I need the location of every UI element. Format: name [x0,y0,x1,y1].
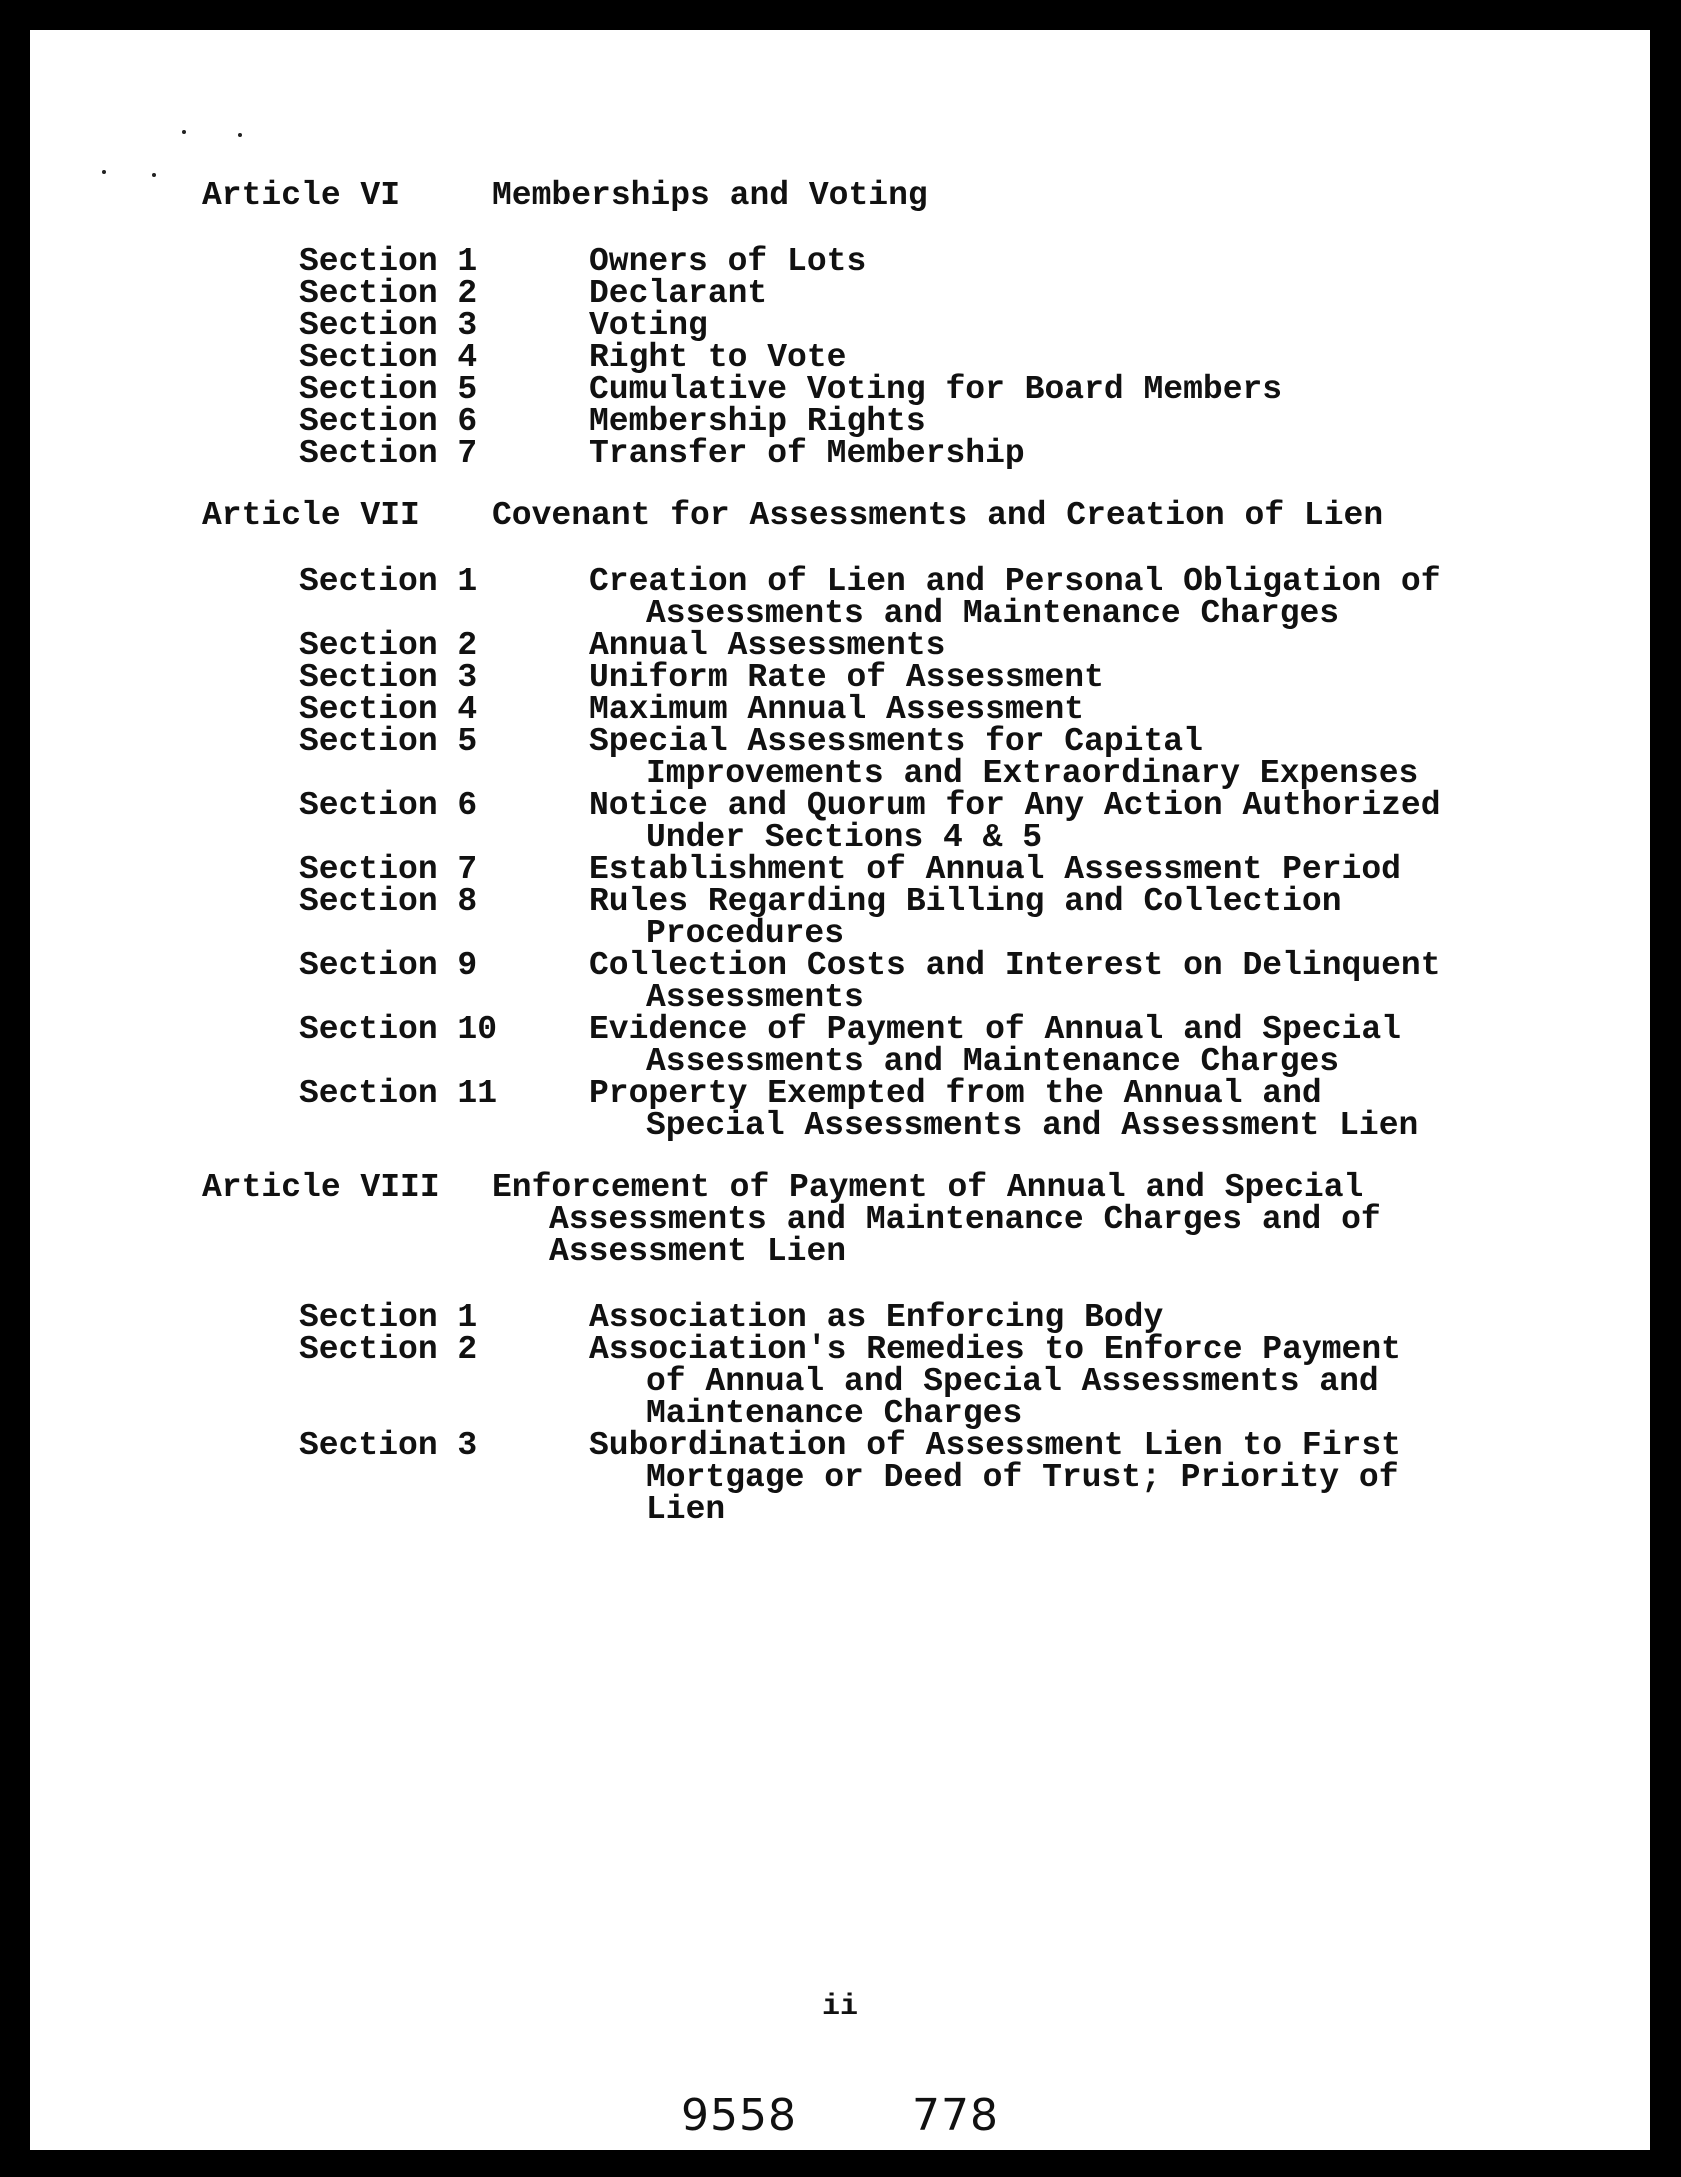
list-item [299,851,1452,888]
section-title: Association as Enforcing Body [589,1299,1164,1336]
section-label: Section 7 [299,435,478,472]
section-title: Annual Assessments [589,627,946,664]
list-item [299,275,1452,312]
article-heading [202,497,1452,534]
article-title: Memberships and Voting [492,177,928,214]
section-title: Special Assessments for Capital Improvements and Extraordinary Expenses [589,723,1419,792]
list-item [299,1427,1452,1528]
list-item [299,403,1452,440]
article-label: Article VI [202,177,401,214]
section-title: Creation of Lien and Personal Obligation of Assessments and Maintenance Charges [589,563,1441,632]
section-label: Section 9 [299,947,478,984]
section-label: Section 3 [299,659,478,696]
list-item [299,947,1452,1016]
list-item [299,435,1452,472]
section-list [299,563,1452,1144]
section-title: Evidence of Payment of Annual and Special Assessments and Maintenance Charges [589,1011,1401,1080]
section-label: Section 2 [299,627,478,664]
section-list [299,1299,1452,1528]
list-item [299,659,1452,696]
section-title: Property Exempted from the Annual and Special Assessments and Assessment Lien [589,1075,1419,1144]
table-of-contents [202,177,1452,1556]
list-item [299,371,1452,408]
section-title: Maximum Annual Assessment [589,691,1085,728]
scan-speck [152,173,156,177]
section-label: Section 2 [299,275,478,312]
section-label: Section 7 [299,851,478,888]
section-list [299,243,1452,472]
scan-speck [182,130,186,134]
section-title: Association's Remedies to Enforce Payment of Annual and Special Assessments and Maintenance Charges [589,1331,1401,1432]
list-item [299,787,1452,856]
section-label: Section 10 [299,1011,498,1048]
section-label: Section 4 [299,691,478,728]
section-label: Section 3 [299,307,478,344]
section-title: Notice and Quorum for Any Action Authorized Under Sections 4 & 5 [589,787,1441,856]
list-item [299,307,1452,344]
list-item [299,1299,1452,1336]
list-item [299,339,1452,376]
article-label: Article VII [202,497,420,534]
section-title: Owners of Lots [589,243,867,280]
section-label: Section 3 [299,1427,478,1464]
section-title: Voting [589,307,708,344]
article-title: Covenant for Assessments and Creation of Lien [492,497,1384,534]
section-label: Section 1 [299,563,478,600]
document-number-part: 778 [912,2090,999,2141]
section-title: Uniform Rate of Assessment [589,659,1104,696]
list-item [299,563,1452,632]
section-title: Rules Regarding Billing and Collection Procedures [589,883,1342,952]
list-item [299,723,1452,792]
list-item [299,1075,1452,1144]
list-item [299,1331,1452,1432]
section-label: Section 5 [299,723,478,760]
article-label: Article VIII [202,1169,440,1206]
document-number-part: 9558 [681,2090,797,2141]
list-item [299,243,1452,280]
section-title: Transfer of Membership [589,435,1025,472]
section-title: Subordination of Assessment Lien to First Mortgage or Deed of Trust; Priority of Lien [589,1427,1401,1528]
scan-speck [102,170,106,174]
section-label: Section 11 [299,1075,498,1112]
list-item [299,883,1452,952]
section-title: Right to Vote [589,339,847,376]
document-page [30,30,1650,2150]
scan-speck [238,133,242,137]
list-item [299,691,1452,728]
section-label: Section 6 [299,403,478,440]
section-label: Section 8 [299,883,478,920]
section-title: Collection Costs and Interest on Delinquent Assessments [589,947,1441,1016]
section-label: Section 5 [299,371,478,408]
section-label: Section 1 [299,1299,478,1336]
article-title: Enforcement of Payment of Annual and Special Assessments and Maintenance Charges and of Assessment Lien [492,1169,1381,1270]
section-title: Cumulative Voting for Board Members [589,371,1283,408]
article-heading [202,1169,1452,1270]
article-heading [202,177,1452,214]
list-item [299,1011,1452,1080]
section-title: Membership Rights [589,403,926,440]
document-number [30,2090,1650,2141]
section-title: Establishment of Annual Assessment Period [589,851,1401,888]
section-label: Section 4 [299,339,478,376]
section-label: Section 1 [299,243,478,280]
section-label: Section 2 [299,1331,478,1368]
list-item [299,627,1452,664]
section-title: Declarant [589,275,768,312]
section-label: Section 6 [299,787,478,824]
page-number: ii [821,1990,858,2024]
